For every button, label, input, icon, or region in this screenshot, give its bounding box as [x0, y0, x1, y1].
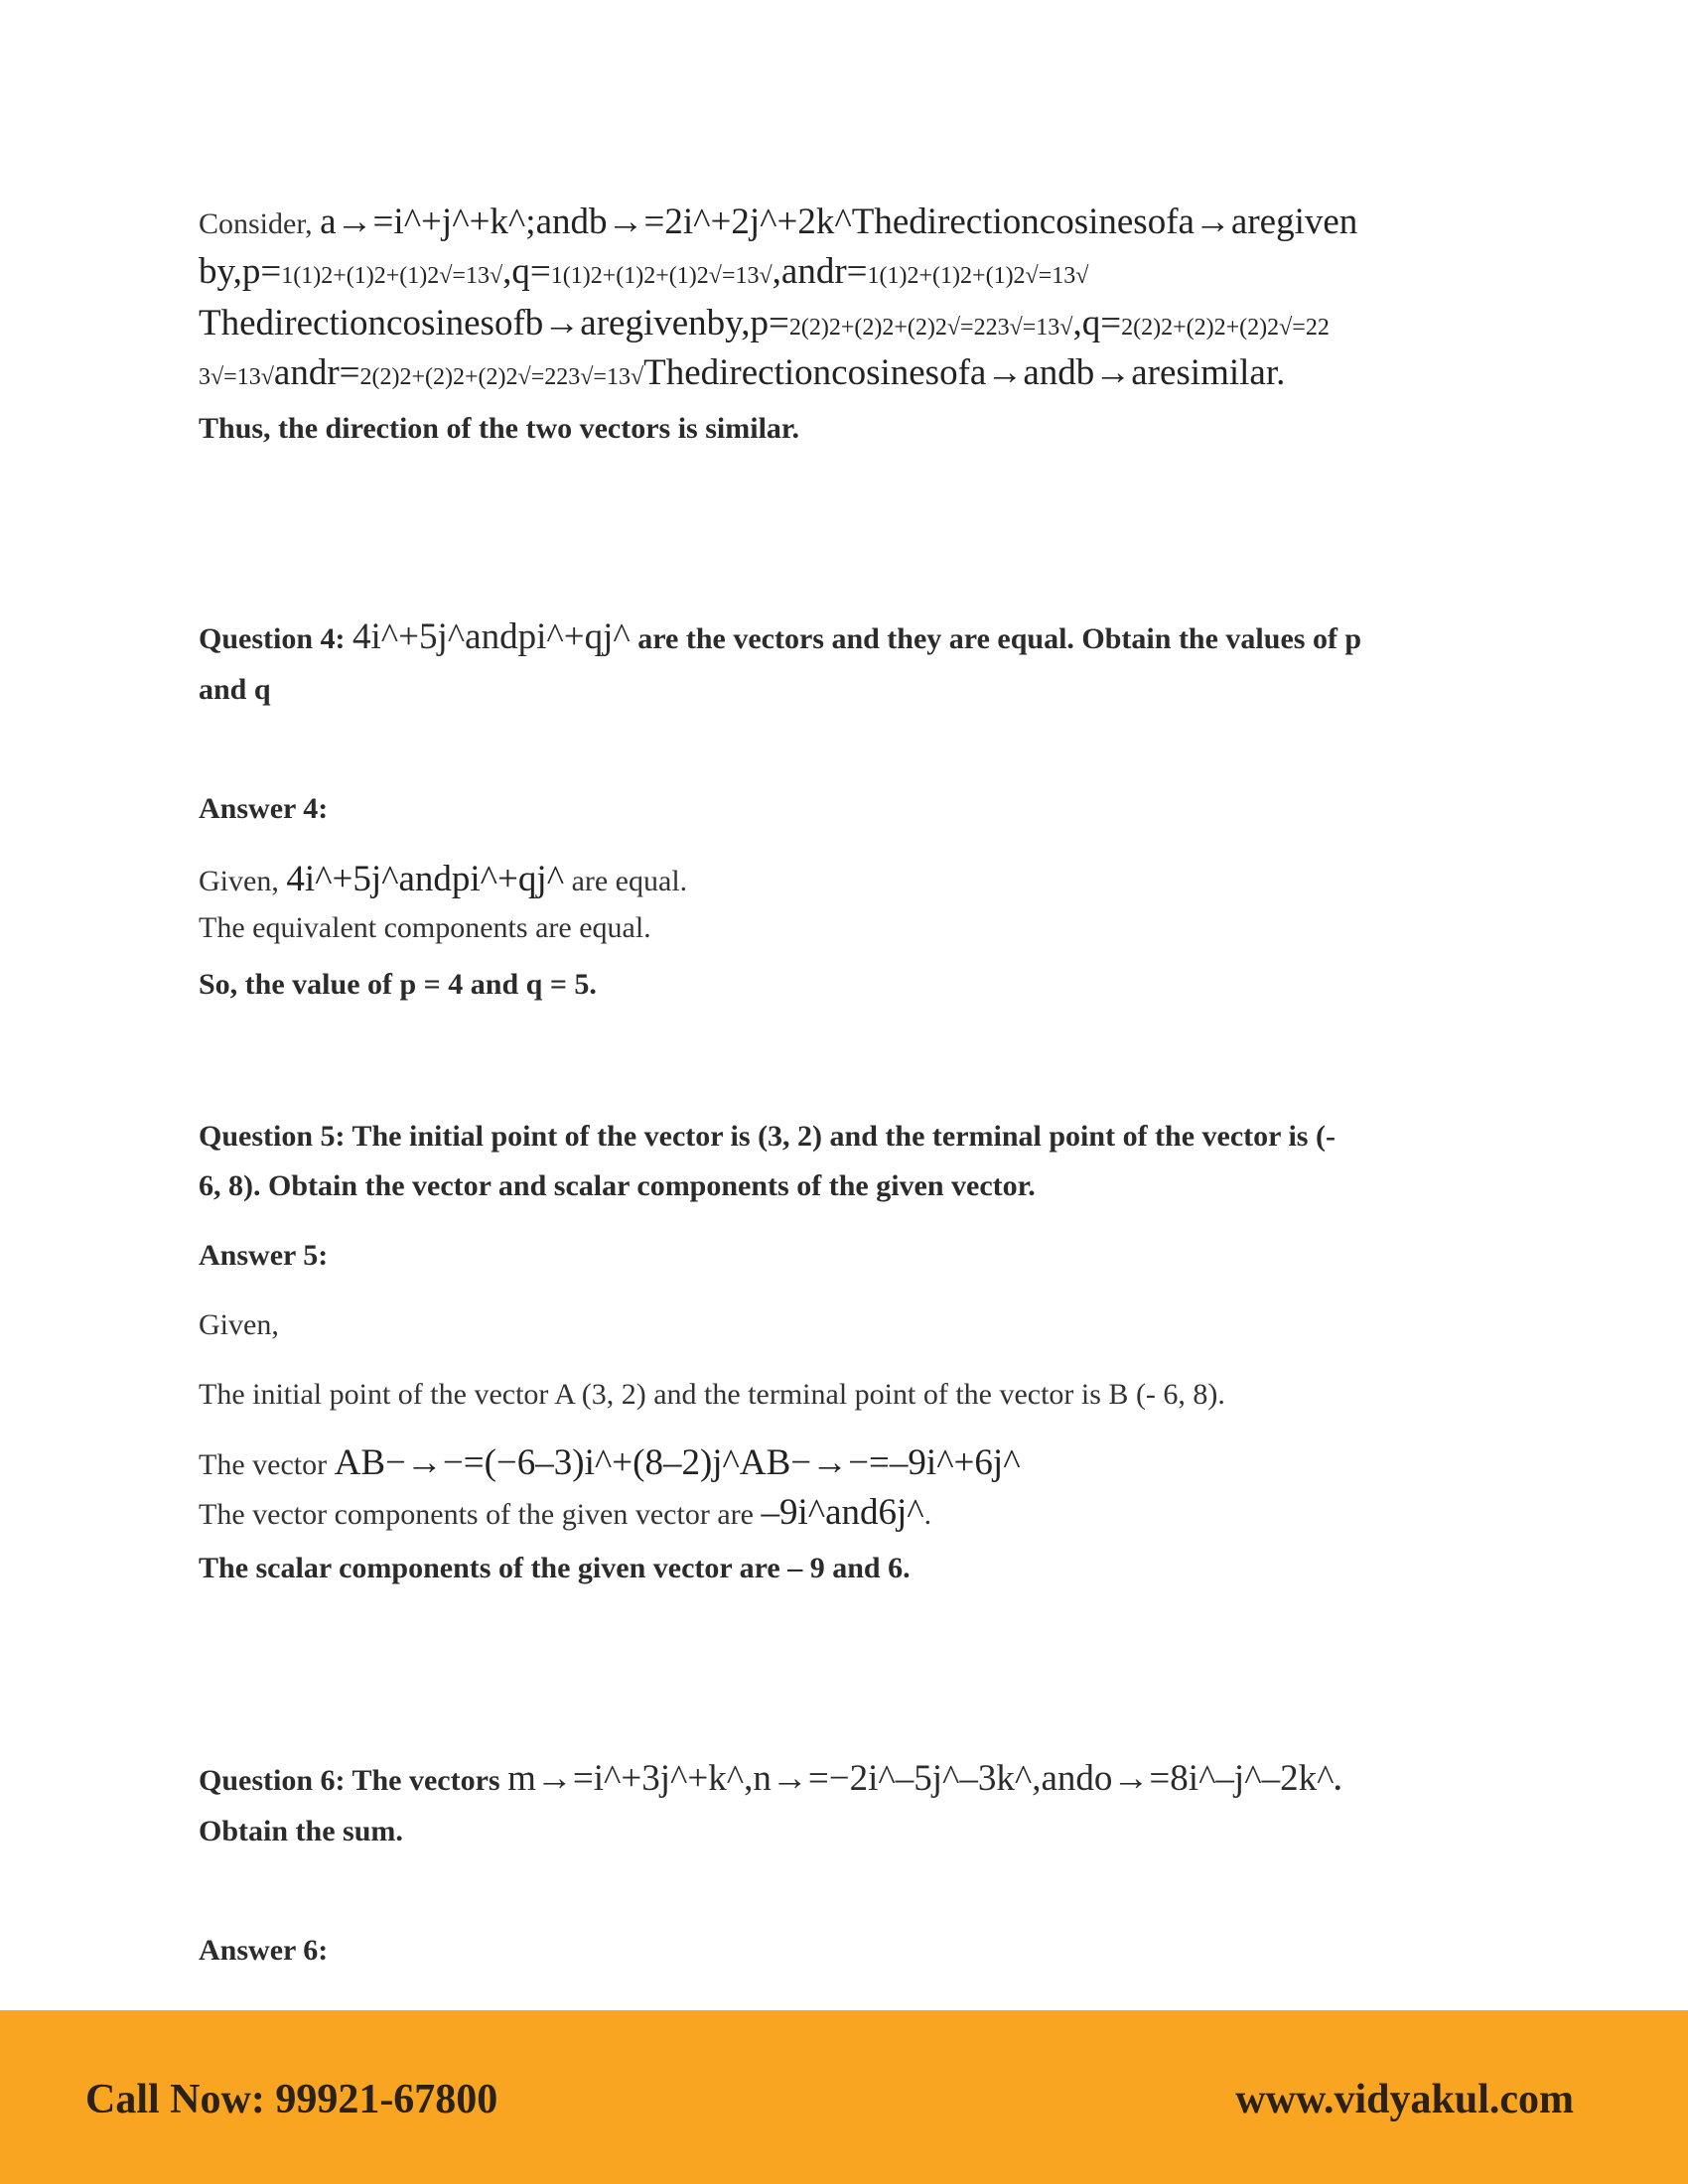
answer-3-line-1: Consider, a→=i^+j^+k^;andb→=2i^+2j^+2k^Thedirectioncosinesofa→aregiven — [199, 202, 1358, 242]
answer-3-line-2: by,p=1(1)2+(1)2+(1)2√=13√,q=1(1)2+(1)2+(1)2√=13√,andr=1(1)2+(1)2+(1)2√=13√ — [199, 251, 1089, 292]
website-link[interactable]: www.vidyakul.com — [1235, 2077, 1574, 2122]
answer-4-label: Answer 4: — [199, 792, 329, 825]
answer-4-result: So, the value of p = 4 and q = 5. — [199, 968, 597, 1001]
question-6-line-2: Obtain the sum. — [199, 1815, 403, 1847]
answer-5-result: The scalar components of the given vector are – 9 and 6. — [199, 1552, 911, 1584]
answer-5-line-1: The initial point of the vector A (3, 2) and the terminal point of the vector is B (- 6, 8). — [199, 1378, 1225, 1411]
question-6-line-1: Question 6: The vectors m→=i^+3j^+k^,n→=−2i^–5j^–3k^,ando→=8i^–j^–2k^. — [199, 1758, 1341, 1799]
question-4-line-2: and q — [199, 673, 271, 706]
answer-6-label: Answer 6: — [199, 1934, 329, 1967]
footer-banner — [0, 2010, 1688, 2184]
answer-3-line-4: 3√=13√andr=2(2)2+(2)2+(2)2√=223√=13√Thedirectioncosinesofa→andb→aresimilar. — [199, 352, 1286, 393]
call-now-text[interactable]: Call Now: 99921-67800 — [85, 2077, 498, 2122]
question-4-line-1: Question 4: 4i^+5j^andpi^+qj^ are the vectors and they are equal. Obtain the values of p — [199, 616, 1362, 657]
answer-5-label: Answer 5: — [199, 1239, 329, 1272]
answer-4-given: Given, 4i^+5j^andpi^+qj^ are equal. — [199, 859, 688, 899]
question-5-line-1: Question 5: The initial point of the vector is (3, 2) and the terminal point of the vector is (- — [199, 1120, 1336, 1153]
answer-5-components: The vector components of the given vector are –9i^and6j^. — [199, 1492, 932, 1533]
answer-3-conclusion: Thus, the direction of the two vectors is similar. — [199, 412, 799, 445]
answer-5-vector: The vector AB−→−=(−6–3)i^+(8–2)j^AB−→−=–9i^+6j^ — [199, 1442, 1021, 1483]
answer-3-line-3: Thedirectioncosinesofb→aregivenby,p=2(2)2+(2)2+(2)2√=223√=13√,q=2(2)2+(2)2+(2)2√=22 — [199, 303, 1330, 343]
answer-4-line-2: The equivalent components are equal. — [199, 911, 651, 944]
answer-5-given: Given, — [199, 1308, 279, 1341]
question-5-line-2: 6, 8). Obtain the vector and scalar components of the given vector. — [199, 1169, 1036, 1202]
